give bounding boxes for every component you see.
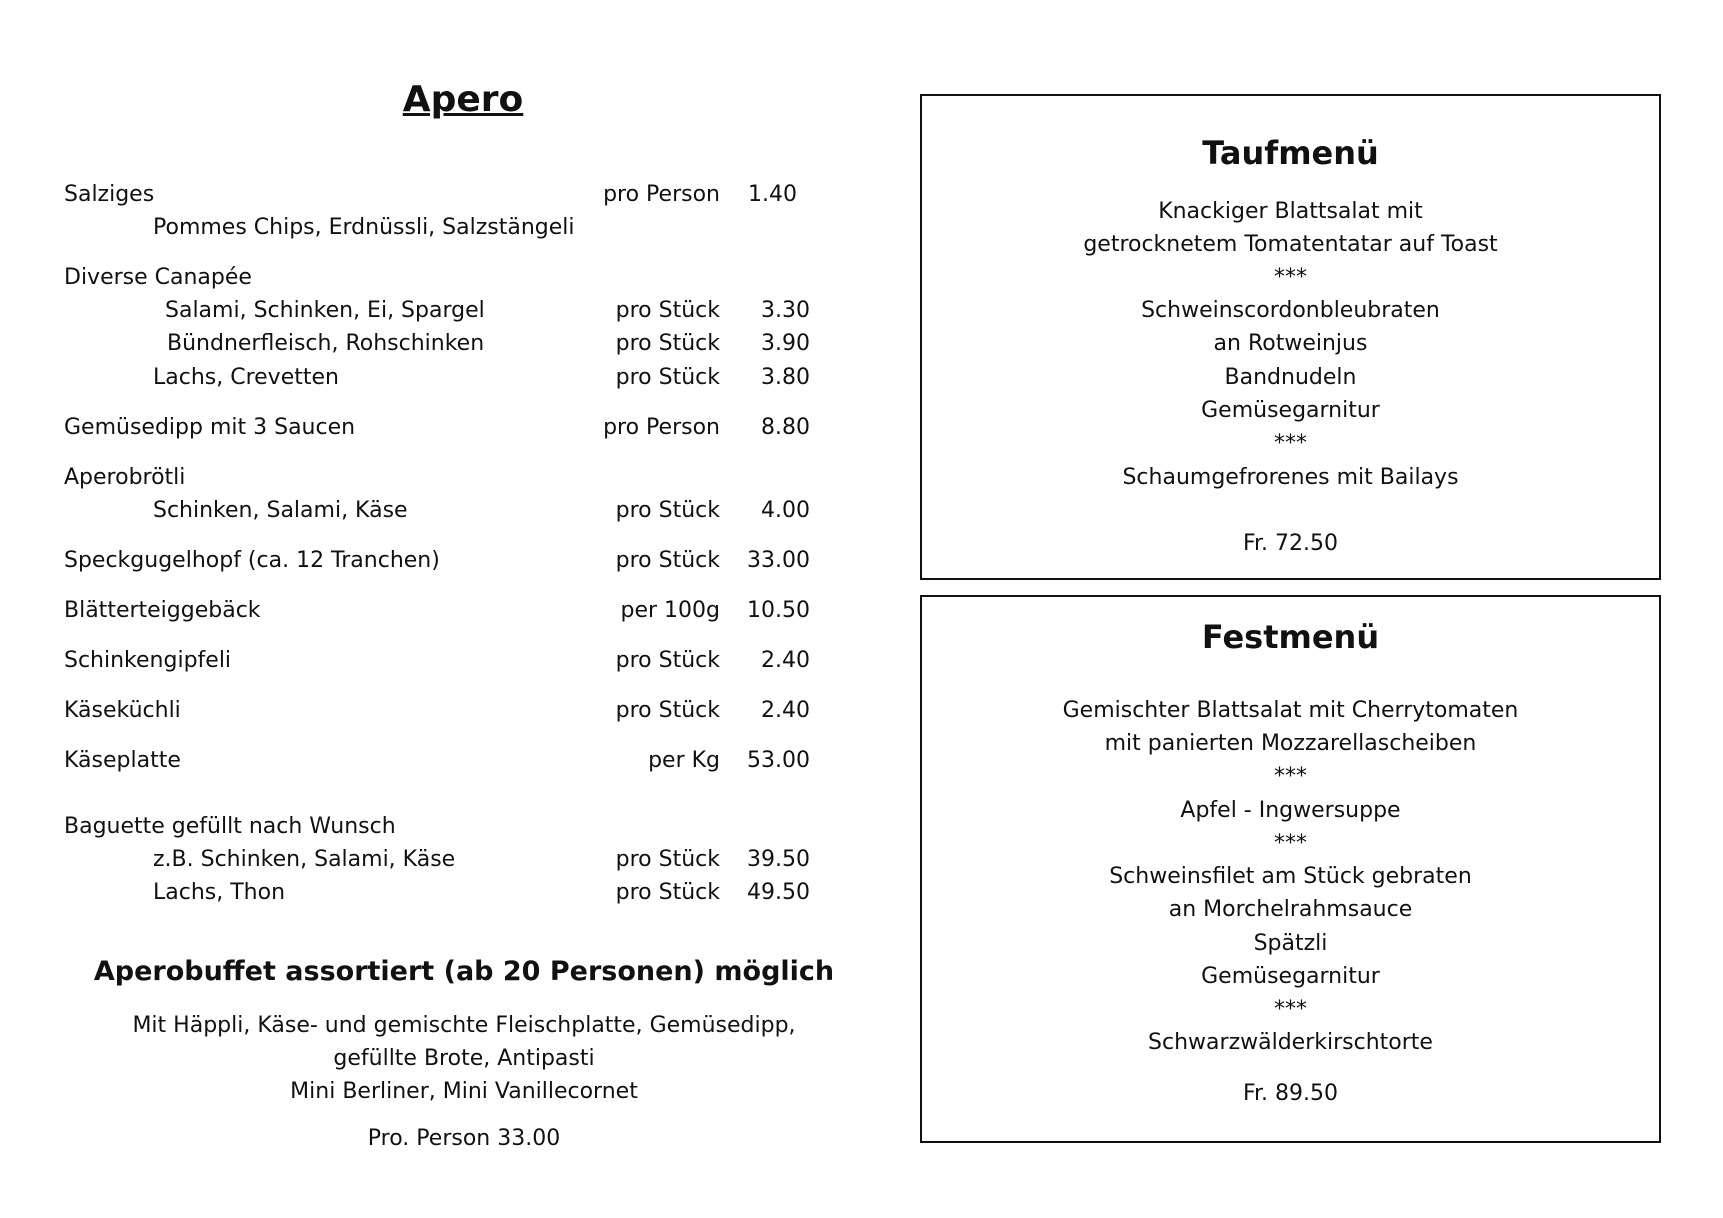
item-unit: per Kg xyxy=(648,748,720,773)
item-unit: per 100g xyxy=(620,598,720,623)
item-unit: pro Stück xyxy=(615,365,720,390)
menu-line: Schaumgefrorenes mit Bailays xyxy=(1122,465,1459,490)
item-label: Aperobrötli xyxy=(64,465,186,490)
item-detail: Lachs, Thon xyxy=(153,880,286,905)
buffet-title: Aperobuffet assortiert (ab 20 Personen) möglich xyxy=(93,956,835,987)
menu-separator: *** xyxy=(1274,997,1307,1022)
item-unit: pro Person xyxy=(603,415,720,440)
item-label: Gemüsedipp mit 3 Saucen xyxy=(64,415,356,440)
item-label: Käseküchli xyxy=(64,698,181,723)
item-price: 33.00 xyxy=(747,548,810,573)
item-price: 3.30 xyxy=(761,298,810,323)
item-unit: pro Stück xyxy=(615,331,720,356)
menu-line: Gemischter Blattsalat mit Cherrytomaten xyxy=(1062,698,1519,723)
apero-title: Apero xyxy=(402,79,524,120)
menu-line: Schweinsfilet am Stück gebraten xyxy=(1109,864,1472,889)
menu-line: Knackiger Blattsalat mit xyxy=(1158,199,1423,224)
item-detail: Lachs, Crevetten xyxy=(153,365,339,390)
menu-separator: *** xyxy=(1274,431,1307,456)
item-unit: pro Person xyxy=(603,182,720,207)
item-unit: pro Stück xyxy=(615,648,720,673)
item-unit: pro Stück xyxy=(615,498,720,523)
item-price: 4.00 xyxy=(761,498,810,523)
menu-line: Apfel - Ingwersuppe xyxy=(1180,798,1401,823)
buffet-line: Mit Häppli, Käse- und gemischte Fleischplatte, Gemüsedipp, xyxy=(132,1013,796,1038)
item-price: 10.50 xyxy=(747,598,810,623)
menu-line: Schwarzwälderkirschtorte xyxy=(1148,1030,1433,1055)
item-detail: Schinken, Salami, Käse xyxy=(153,498,408,523)
menu-line: Spätzli xyxy=(1253,931,1328,956)
item-unit: pro Stück xyxy=(615,847,720,872)
item-price: 2.40 xyxy=(761,648,810,673)
menu-line: Gemüsegarnitur xyxy=(1201,398,1380,423)
item-label: Käseplatte xyxy=(64,748,181,773)
item-price: 3.80 xyxy=(761,365,810,390)
item-detail: Bündnerfleisch, Rohschinken xyxy=(167,331,485,356)
item-label: Speckgugelhopf (ca. 12 Tranchen) xyxy=(64,548,440,573)
item-label: Salziges xyxy=(64,182,155,207)
item-label: Baguette gefüllt nach Wunsch xyxy=(64,814,396,839)
buffet-line: gefüllte Brote, Antipasti xyxy=(333,1046,595,1071)
item-unit: pro Stück xyxy=(615,298,720,323)
menu-separator: *** xyxy=(1274,831,1307,856)
menu-line: Schweinscordonbleubraten xyxy=(1141,298,1440,323)
item-price: 39.50 xyxy=(747,847,810,872)
menu-line: getrocknetem Tomatentatar auf Toast xyxy=(1083,232,1498,257)
item-price: 49.50 xyxy=(747,880,810,905)
item-price: 53.00 xyxy=(747,748,810,773)
menu-line: mit panierten Mozzarellascheiben xyxy=(1104,731,1477,756)
item-price: 2.40 xyxy=(761,698,810,723)
item-price: 3.90 xyxy=(761,331,810,356)
taufmenu-price: Fr. 72.50 xyxy=(1242,531,1339,556)
taufmenu-title: Taufmenü xyxy=(1202,134,1379,172)
item-price: 1.40 xyxy=(748,182,797,207)
menu-line: an Morchelrahmsauce xyxy=(1168,897,1413,922)
item-unit: pro Stück xyxy=(615,880,720,905)
menu-separator: *** xyxy=(1274,764,1307,789)
item-unit: pro Stück xyxy=(615,548,720,573)
item-label: Schinkengipfeli xyxy=(64,648,232,673)
item-detail: z.B. Schinken, Salami, Käse xyxy=(153,847,456,872)
buffet-line: Mini Berliner, Mini Vanillecornet xyxy=(290,1079,638,1104)
item-unit: pro Stück xyxy=(615,698,720,723)
festmenu-title: Festmenü xyxy=(1201,618,1380,656)
item-price: 8.80 xyxy=(761,415,810,440)
menu-line: an Rotweinjus xyxy=(1213,331,1368,356)
buffet-price: Pro. Person 33.00 xyxy=(367,1126,561,1151)
menu-separator: *** xyxy=(1274,265,1307,290)
menu-line: Bandnudeln xyxy=(1224,365,1357,390)
item-label: Diverse Canapée xyxy=(64,265,252,290)
item-detail: Salami, Schinken, Ei, Spargel xyxy=(165,298,485,323)
festmenu-price: Fr. 89.50 xyxy=(1242,1081,1339,1106)
menu-line: Gemüsegarnitur xyxy=(1201,964,1380,989)
item-detail: Pommes Chips, Erdnüssli, Salzstängeli xyxy=(153,215,575,240)
item-label: Blätterteiggebäck xyxy=(64,598,261,623)
